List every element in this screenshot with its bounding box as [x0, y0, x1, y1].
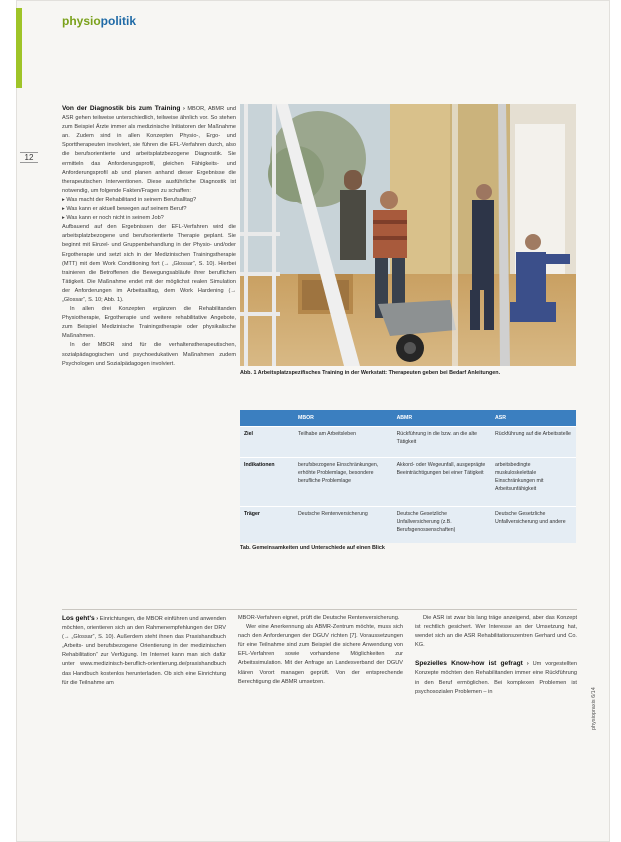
table-cell: Deutsche Gesetzliche Unfallversicherung (z.B. Berufsgenossenschaften): [393, 507, 491, 544]
table-caption: Tab. Gemeinsamkeiten und Unterschiede auf einen Blick: [240, 545, 385, 551]
section-header-physio: physio: [62, 14, 101, 28]
table-row-label: Ziel: [240, 427, 294, 458]
bottom-heading-1: Los geht's: [62, 615, 95, 622]
left-column: Von der Diagnostik bis zum Training › MBOR, ABMR und ASR gehen teilweise unterschiedlich, teilweise ähnlich vor. So stehen zum Beispiel Ärzte immer als medizinische Initiatoren der Maßnahme an. Zudem sind in allen Konzepten Physio-, Ergo- und Sporttherapeuten involviert, sie führen die EFL-Verfahren durch, also die berufsorientierte und arbeitsplatzbezogene Diagnostik. Sie ermitteln das Anforderungsprofil, gleichen Fähigkeits- und Anforderungsprofil ab und planen anhand dieser Ergebnisse die therapeutischen Interventionen. Diese ausführliche Diagnostik ist notwendig, um folgende Fakten/Fragen zu schaffen: ▸ Was macht der Rehabilitand in seinem Berufsalltag? ▸ Was kann er aktuell bewegen auf seinem Beruf? ▸ Was kann er noch nicht in seinem Job? Aufbauend auf den Ergebnissen der EFL-Verfahren wird die arbeitsplatzbezogene und berufsorientierte Therapie geplant. Sie beginnt mit Einzel- und Gruppenbehandlung in der Physio- und/oder Ergotherapie und setzt sich in der Medizinischen Trainingstherapie (MTT) mit dem Work Conditioning fort (→ „Glossar“, S. 10). Hierbei trainieren die Betroffenen die Bewegungsabläufe ihrer beruflichen Tätigkeit. Die Maßnahme endet mit der möglichst realen Simulation der Anforderungen im Arbeitsalltag, dem Work Hardening (→ „Glossar“, S. 10; Abb. 1). In allen drei Konzepten ergänzen die Rehabilitanden Physiotherapie, Ergotherapie und weitere rehabilitative Angebote, zum Beispiel Medizinische Trainingstherapie oder physikalische Maßnahmen. In der MBOR sind für die verhaltenstherapeutischen, sozialpädagogischen und psychoedukativen Maßnahmen zudem Psychologen und Sozialpädagogen involviert.: [62, 104, 236, 369]
left-question-1: ▸ Was macht der Rehabilitand in seinem Berufsalltag?: [62, 196, 197, 203]
left-paragraph-4: In der MBOR sind für die verhaltenstherapeutischen, sozialpädagogischen und psychoedukativen Maßnahmen zudem Psychologen und Sozialpädagogen involviert.: [62, 342, 236, 367]
bottom-text-3a: Die ASR ist zwar bis lang träge anzeigend, aber das Konzept ist rechtlich gesichert. Wer Interesse an der Umsetzung hat, wendet sich an die ASR Rehabilitationszentren Gerhard und Co. KG.: [415, 615, 577, 649]
table-cell: Akkord- oder Wegeunfall, ausgeprägte Beeinträchtigungen bei einer Tätigkeit: [393, 458, 491, 507]
table-cell: berufsbezogene Einschränkungen, erhöhte Problemlage, besondere berufliche Problemlage: [294, 458, 393, 507]
table-cell: Deutsche Rentenversicherung: [294, 507, 393, 544]
table-header-cell: ASR: [491, 410, 576, 427]
bottom-text-2a: MBOR-Verfahren eignet, prüft die Deutsche Rentenversicherung.: [238, 615, 400, 621]
left-paragraph-1: MBOR, ABMR und ASR gehen teilweise unterschiedlich, teilweise ähnlich vor. So stehen zum Beispiel Ärzte immer als medizinische Initiatoren der Maßnahme an. Zudem sind in allen Konzepten Physio-, Ergo- und Sporttherapeuten involviert, sie führen die EFL-Verfahren durch, also die berufsorientierte und arbeitsplatzbezogene Diagnostik. Sie ermitteln das Anforderungsprofil, gleichen Fähigkeits- und Anforderungsprofil ab und planen anhand dieser Ergebnisse die therapeutischen Interventionen. Diese ausführliche Diagnostik ist notwendig, um folgende Fakten/Fragen zu schaffen:: [62, 106, 236, 194]
table-row: [240, 507, 576, 544]
bottom-text-1: Einrichtungen, die MBOR einführen und anwenden möchten, orientieren sich an den Rahmenempfehlungen der DRV (→ „Glossar“, S. 10). Außerdem steht ihnen das Praxishandbuch „Arbeits- und berufsbezogene Orientierung in der medizinischen Rehabilitation“ zur Verfügung. Im Internet kann man sich dafür unter www.medizinisch-beruflich-orientierung.de/praxishandbuch das Handbuch kostenlos herunterladen. Ob sich eine Einrichtung für die Teilnahme am: [62, 616, 226, 686]
left-paragraph-2: Aufbauend auf den Ergebnissen der EFL-Verfahren wird die arbeitsplatzbezogene und berufsorientierte Therapie geplant. Sie beginnt mit Einzel- und Gruppenbehandlung in der Physio- und/oder Ergotherapie und setzt sich in der Medizinischen Trainingstherapie (MTT) mit dem Work Conditioning fort (→ „Glossar“, S. 10). Hierbei trainieren die Betroffenen die Bewegungsabläufe ihrer beruflichen Tätigkeit. Die Maßnahme endet mit der möglichst realen Simulation der Anforderungen im Arbeitsalltag, dem Work Hardening (→ „Glossar“, S. 10; Abb. 1).: [62, 224, 236, 303]
left-paragraph-3: In allen drei Konzepten ergänzen die Rehabilitanden Physiotherapie, Ergotherapie und weitere rehabilitative Angebote, zum Beispiel Medizinische Trainingstherapie oder physikalische Maßnahmen.: [62, 306, 236, 340]
bottom-column-3: Die ASR ist zwar bis lang träge anzeigend, aber das Konzept ist rechtlich gesichert. Wer Interesse an der Umsetzung hat, wendet sich an die ASR Rehabilitationszentren Gerhard und Co. KG. Spezielles Know-how ist gefragt › Um vorgestellten Konzepte möchten den Rehabilitanden immer eine Rückführung in den Beruf ermöglichen. Bei komplexen Problemen ist psychosozialen Problemen – in: [415, 615, 577, 695]
left-question-2: ▸ Was kann er aktuell bewegen auf seinem Beruf?: [62, 206, 187, 213]
section-color-tab: [16, 8, 22, 88]
bottom-text-2b: Wer eine Anerkennung als ABMR-Zentrum möchte, muss sich nach den Anforderungen der DGUV richten [7]. Voraussetzungen für eine Teilnahme sind zum Beispiel die sichere Anwendung von EFL-Verfahren sowie vorhandene Möglichkeiten zur Arbeitssimulation. Mit der Anfrage an Landesverband der DGUV klären Vorort managen geprüft. Von der entsprechende Berechtigung die ABMR umsetzen.: [238, 624, 403, 685]
table-row: [240, 427, 576, 458]
bottom-text-3b: Um vorgestellten Konzepte möchten den Rehabilitanden immer eine Rückführung in den Beruf ermöglichen. Bei komplexen Problemen ist psychosozialen Problemen – in: [415, 661, 577, 695]
workshop-training-photo: [240, 104, 576, 366]
table-row: [240, 458, 576, 507]
table-cell: Rückführung auf die Arbeitsstelle: [491, 427, 576, 458]
table-cell: arbeitsbedingte muskuloskelettale Einschränkungen mit Arbeitsunfähigkeit: [491, 458, 576, 507]
table-header-cell: [240, 410, 294, 427]
page-number: 12: [20, 152, 38, 163]
table-header-cell: ABMR: [393, 410, 491, 427]
table-cell: Teilhabe am Arbeitsleben: [294, 427, 393, 458]
section-divider: [62, 609, 577, 610]
bottom-column-1: Los geht's › Einrichtungen, die MBOR einführen und anwenden möchten, orientieren sich an den Rahmenempfehlungen der DRV (→ „Glossar“, S. 10). Außerdem steht ihnen das Praxishandbuch „Arbeits- und berufsbezogene Orientierung in der medizinischen Rehabilitation“ zur Verfügung. Im Internet kann man sich dafür unter www.medizinisch-beruflich-orientierung.de/praxishandbuch das Handbuch kostenlos herunterladen. Ob sich eine Einrichtung für die Teilnahme am: [62, 615, 226, 686]
side-publication-label: physiopraxis 6/14: [591, 687, 597, 730]
table-header-row: [240, 410, 576, 427]
left-question-3: ▸ Was kann er noch nicht in seinem Job?: [62, 215, 164, 222]
table-cell: Rückführung in die bzw. an die alte Tätigkeit: [393, 427, 491, 458]
figure-caption: Abb. 1 Arbeitsplatzspezifisches Training in der Werkstatt: Therapeuten geben bei Bedarf Anleitungen.: [240, 370, 501, 376]
bottom-column-2: [238, 614, 403, 687]
section-header: [62, 14, 136, 28]
comparison-table: [240, 410, 576, 543]
left-heading: Von der Diagnostik bis zum Training: [62, 105, 181, 112]
section-header-politik: politik: [100, 14, 137, 28]
table-cell: Deutsche Gesetzliche Unfallversicherung und andere: [491, 507, 576, 544]
bottom-heading-3: Spezielles Know-how ist gefragt: [415, 660, 523, 668]
photo-illustration: [240, 104, 576, 366]
table-row-label: Träger: [240, 507, 294, 544]
table-row-label: Indikationen: [240, 458, 294, 507]
table-header-cell: MBOR: [294, 410, 393, 427]
